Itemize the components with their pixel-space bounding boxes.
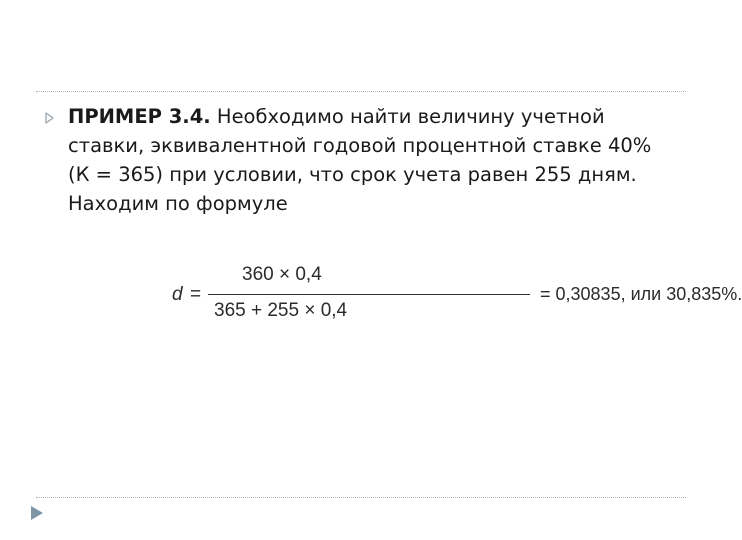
formula-lhs: d — [172, 284, 183, 305]
bottom-divider — [36, 497, 686, 498]
nav-arrow-icon[interactable] — [30, 505, 44, 521]
formula — [170, 264, 742, 324]
example-paragraph — [68, 102, 668, 218]
fraction-bar — [208, 294, 530, 295]
example-text: Необходимо найти величину учетной ставки, эквивалентной годовой процентной ставке 40% (К = 365) при условии, что срок учета равен 255 дням. Находим по формуле — [68, 105, 652, 215]
formula-denominator: 365 + 255 × 0,4 — [214, 300, 348, 321]
formula-result: = 0,30835, или 30,835%. — [540, 284, 742, 304]
example-label: ПРИМЕР 3.4. — [68, 105, 211, 128]
formula-numerator: 360 × 0,4 — [242, 264, 322, 285]
top-divider — [36, 91, 686, 92]
triangle-right-icon — [45, 112, 55, 124]
formula-equals: = — [190, 284, 202, 305]
